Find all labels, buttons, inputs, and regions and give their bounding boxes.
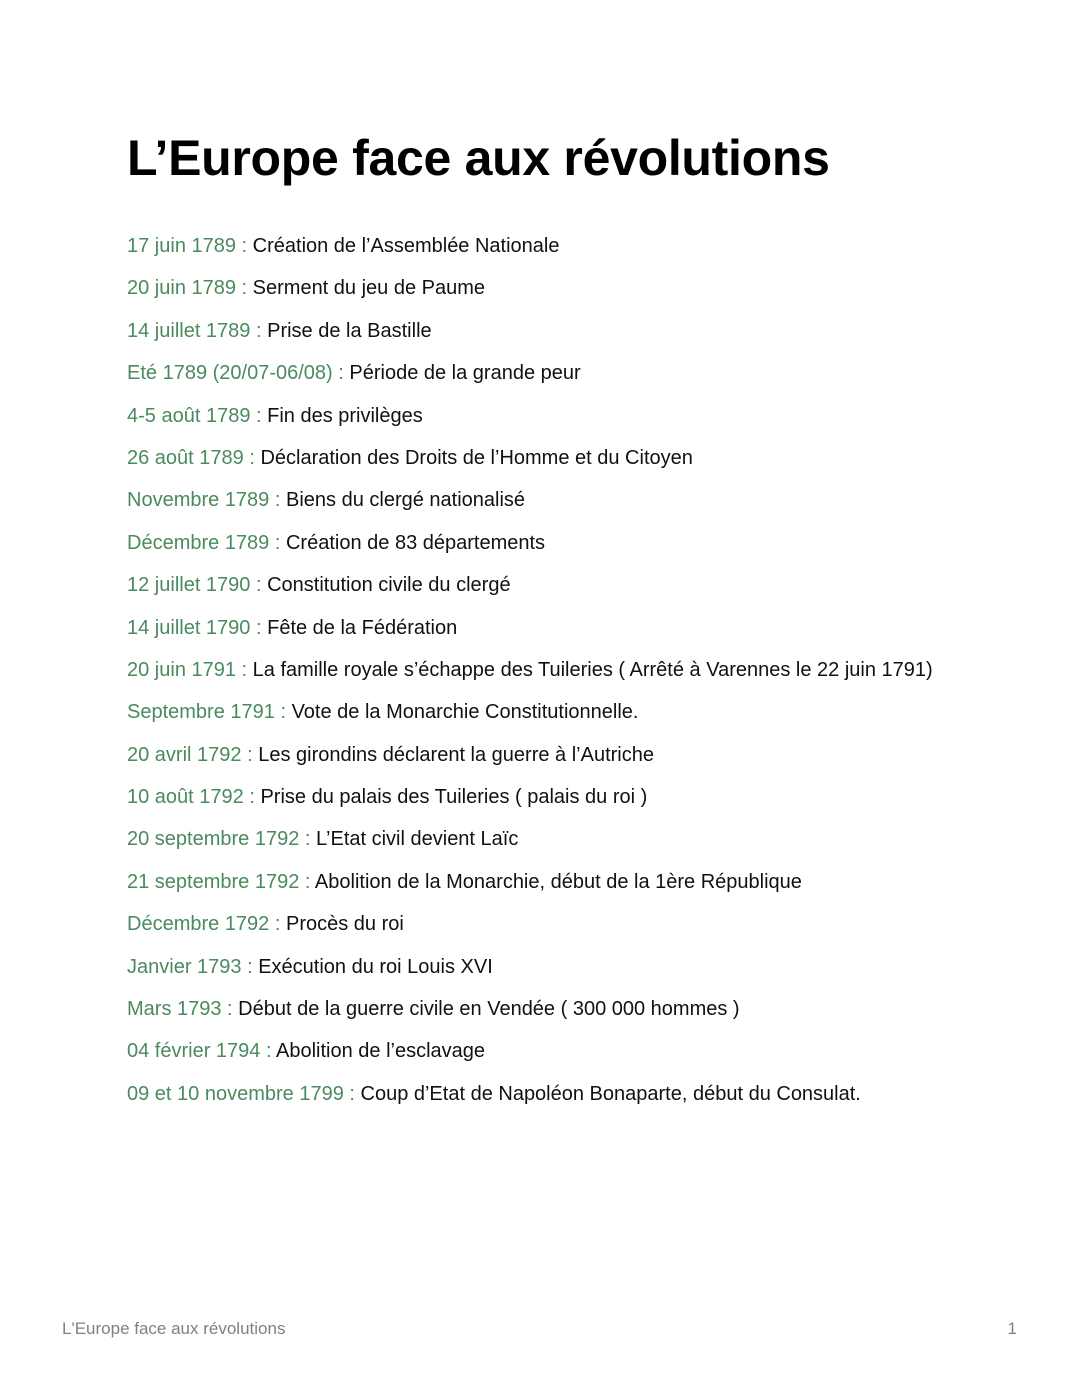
entry-date: 17 juin 1789 (127, 235, 236, 257)
entry-event: Prise de la Bastille (267, 319, 432, 342)
entry-separator: : (235, 235, 253, 257)
entry-separator: : (343, 1082, 361, 1105)
entry-date: Décembre 1789 (127, 531, 270, 554)
entry-event: Début de la guerre civile en Vendée ( 300 000 hommes ) (238, 998, 740, 1021)
entry-separator: : (250, 574, 268, 597)
entry-separator: : (235, 658, 253, 681)
entry-date: 20 juin 1791 (127, 658, 236, 681)
timeline-entry (127, 272, 937, 304)
timeline-entry (127, 569, 937, 601)
entry-separator: : (250, 319, 268, 342)
entry-separator: : (243, 786, 261, 809)
entry-separator: : (250, 404, 268, 427)
page-title: L’Europe face aux révolutions (127, 130, 830, 186)
entry-event: Coup d’Etat de Napoléon Bonaparte, début du Consulat. (360, 1082, 861, 1105)
timeline-entry (127, 654, 937, 686)
entry-separator: : (243, 446, 261, 469)
entry-separator: : (260, 1040, 276, 1063)
entry-separator: : (269, 489, 286, 512)
entry-event: Déclaration des Droits de l’Homme et du Citoyen (260, 446, 693, 469)
entry-date: Janvier 1793 (127, 955, 242, 978)
timeline-entry (127, 1078, 937, 1110)
page-number: 1 (1007, 1319, 1017, 1338)
entry-date: 10 août 1792 (127, 786, 244, 809)
entry-date: Septembre 1791 (127, 701, 275, 724)
entry-event: Fête de la Fédération (267, 616, 458, 639)
entry-event: Création de 83 départements (285, 531, 546, 554)
entry-separator: : (221, 998, 239, 1021)
timeline-entry (127, 866, 937, 898)
entry-event: Abolition de la Monarchie, début de la 1ère République (314, 870, 802, 893)
timeline-entry (127, 908, 937, 940)
timeline-entry (127, 527, 937, 559)
timeline-entry (127, 696, 937, 728)
entry-date: Novembre 1789 (127, 489, 270, 512)
entry-event: Période de la grande peur (349, 362, 581, 385)
timeline-entry (127, 315, 937, 347)
timeline-entry (127, 1035, 937, 1067)
entry-separator: : (269, 913, 286, 936)
entry-event: Biens du clergé nationalisé (285, 489, 526, 512)
entry-date: 20 juin 1789 (127, 277, 236, 300)
entry-separator: : (299, 870, 315, 893)
entry-event: Abolition de l’esclavage (276, 1040, 486, 1063)
entry-separator: : (241, 743, 259, 766)
entry-date: 4-5 août 1789 (127, 404, 251, 427)
entry-date: 20 septembre 1792 (127, 828, 300, 851)
entry-separator: : (269, 531, 286, 554)
timeline-entry (127, 484, 937, 516)
entry-event: La famille royale s’échappe des Tuileries ( Arrêté à Varennes le 22 juin 1791) (252, 658, 933, 681)
entry-date: 14 juillet 1790 (127, 616, 251, 639)
entry-date: 09 et 10 novembre 1799 (127, 1082, 344, 1105)
timeline-entry (127, 739, 937, 771)
timeline-entry (127, 993, 937, 1025)
entry-event: Les girondins déclarent la guerre à l’Autriche (258, 743, 654, 766)
entry-separator: : (235, 277, 253, 300)
entry-date: 12 juillet 1790 (127, 574, 251, 597)
entry-date: Décembre 1792 (127, 913, 270, 936)
timeline-entry (127, 442, 937, 474)
entry-separator: : (241, 955, 259, 978)
timeline-entry (127, 951, 937, 983)
entry-separator: : (274, 701, 292, 724)
entry-event: Fin des privilèges (267, 404, 423, 427)
timeline-list (127, 230, 937, 1120)
entry-separator: : (250, 616, 268, 639)
entry-date: 14 juillet 1789 (127, 319, 251, 342)
entry-event: Création de l’Assemblée Nationale (252, 235, 560, 257)
timeline-entry (127, 230, 937, 262)
footer-title: L'Europe face aux révolutions (62, 1319, 286, 1338)
entry-date: 21 septembre 1792 (127, 870, 300, 893)
entry-date: Eté 1789 (20/07-06/08) (127, 362, 333, 385)
entry-event: Serment du jeu de Paume (252, 277, 486, 300)
entry-event: Exécution du roi Louis XVI (258, 955, 493, 978)
timeline-entry (127, 781, 937, 813)
entry-event: Procès du roi (285, 913, 404, 936)
timeline-entry (127, 400, 937, 432)
entry-event: Vote de la Monarchie Constitutionnelle. (291, 701, 639, 724)
entry-event: L’Etat civil devient Laïc (316, 828, 519, 851)
timeline-entry (127, 612, 937, 644)
entry-date: 04 février 1794 (127, 1040, 261, 1063)
entry-date: 20 avril 1792 (127, 743, 242, 766)
entry-separator: : (299, 828, 317, 851)
entry-separator: : (332, 362, 350, 385)
entry-date: Mars 1793 (127, 998, 222, 1021)
entry-date: 26 août 1789 (127, 446, 244, 469)
timeline-entry (127, 823, 937, 855)
timeline-entry (127, 357, 937, 389)
entry-event: Constitution civile du clergé (267, 574, 511, 597)
entry-event: Prise du palais des Tuileries ( palais du roi ) (260, 786, 648, 809)
